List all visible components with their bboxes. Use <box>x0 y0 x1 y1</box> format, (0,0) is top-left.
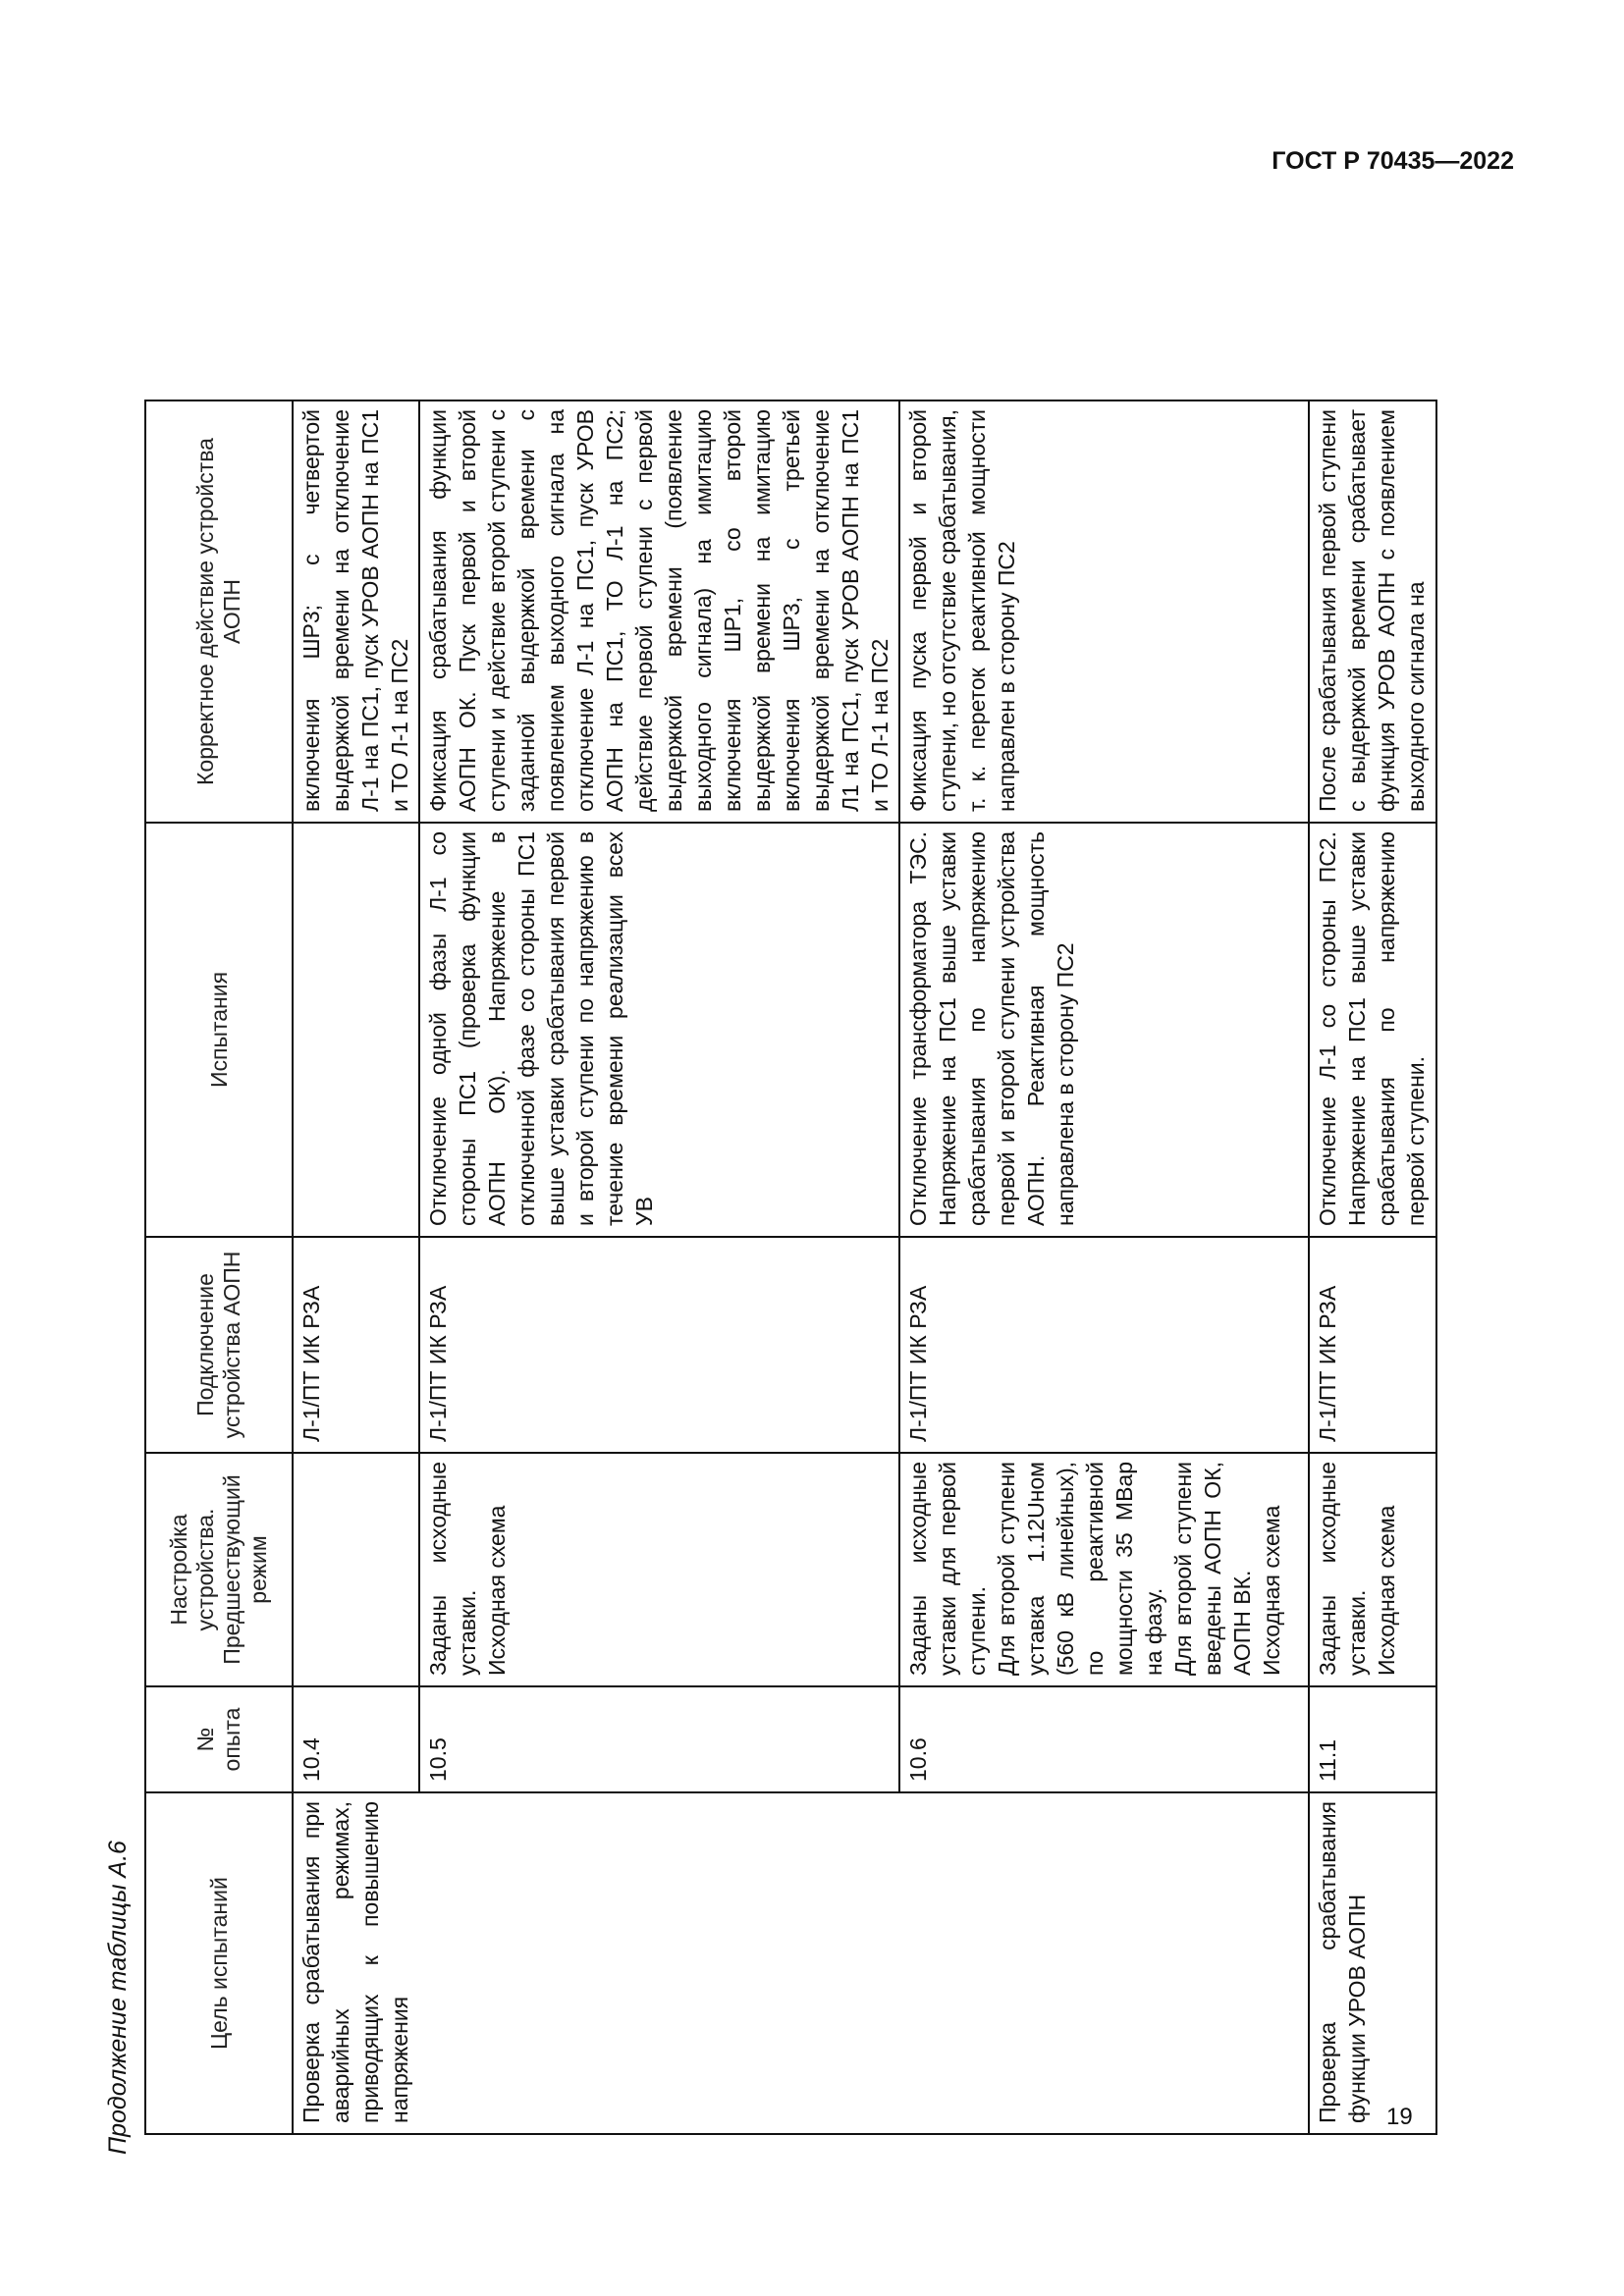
header-tests: Испытания <box>145 823 293 1237</box>
header-setup: Настройка устройства. Предшествующий режим <box>145 1453 293 1686</box>
header-goal: Цель испытаний <box>145 1792 293 2134</box>
cell-number: 11.1 <box>1309 1686 1436 1792</box>
cell-action: включения ШР3; с четвертой выдержкой времени на отключение Л-1 на ПС1, пуск УРОВ АОПН на ПС1 и ТО Л-1 на ПС2 <box>293 400 419 823</box>
cell-connection: Л-1/ПТ ИК РЗА <box>1309 1237 1436 1453</box>
cell-tests: Отключение одной фазы Л-1 со стороны ПС1 (проверка функции АОПН ОК). Напряжение в отключенной фазе со стороны ПС1 выше уставки срабатывания первой и второй ступени по напряжению в течение времени реализации всех УВ <box>419 823 899 1237</box>
test-table <box>144 400 1437 2135</box>
cell-number: 10.6 <box>899 1686 1309 1792</box>
cell-number: 10.5 <box>419 1686 899 1792</box>
table-row <box>899 400 1309 2134</box>
header-connection: Подключение устройства АОПН <box>145 1237 293 1453</box>
cell-goal: Проверка срабатывания функции УРОВ АОПН <box>1309 1792 1436 2134</box>
cell-setup: Заданы исходные уставки. Исходная схема <box>1309 1453 1436 1686</box>
cell-goal <box>419 1792 899 2134</box>
cell-action: После срабатывания первой ступени с выдержкой времени срабатывает функция УРОВ АОПН с появлением выходного сигнала на <box>1309 400 1436 823</box>
table-row <box>293 400 419 2134</box>
cell-connection: Л-1/ПТ ИК РЗА <box>899 1237 1309 1453</box>
standard-number: ГОСТ Р 70435—2022 <box>1272 147 1514 175</box>
cell-number: 10.4 <box>293 1686 419 1792</box>
cell-goal: Проверка срабатывания при аварийных режимах, приводящих к повышению напряжения <box>293 1792 419 2134</box>
header-action: Корректное действие устройства АОПН <box>145 400 293 823</box>
page-number: 19 <box>1386 2104 1413 2130</box>
cell-connection: Л-1/ПТ ИК РЗА <box>419 1237 899 1453</box>
table-header-row <box>145 400 293 2134</box>
table-row <box>419 400 899 2134</box>
cell-connection: Л-1/ПТ ИК РЗА <box>293 1237 419 1453</box>
cell-goal <box>899 1792 1309 2134</box>
cell-tests <box>293 823 419 1237</box>
table-row <box>1309 400 1436 2134</box>
cell-setup: Заданы исходные уставки. Исходная схема <box>419 1453 899 1686</box>
cell-action: Фиксация срабатывания функции АОПН ОК. Пуск первой и второй ступени и действие второй ступени с заданной выдержкой времени с появлением выходного сигнала на отключение Л-1 на ПС1, пуск УРОВ АОПН на ПС1, ТО Л-1 на ПС2; действие первой ступени с первой выдержкой времени (появление выходного сигнала) на имитацию включения ШР1, со второй выдержкой времени на имитацию включения ШР3, с третьей выдержкой времени на отключение Л1 на ПС1, пуск УРОВ АОПН на ПС1 и ТО Л-1 на ПС2 <box>419 400 899 823</box>
table-caption: Продолжение таблицы А.6 <box>104 1841 132 2155</box>
cell-setup: Заданы исходные уставки для первой ступени. Для второй ступени уставка 1.12Uном (560 кВ линейных), по реактивной мощности 35 МВар на фазу. Для второй ступени введены АОПН ОК, АОПН ВК. Исходная схема <box>899 1453 1309 1686</box>
cell-tests: Отключение Л-1 со стороны ПС2. Напряжение на ПС1 выше уставки срабатывания по напряжению первой ступени. <box>1309 823 1436 1237</box>
header-test-number: № опыта <box>145 1686 293 1792</box>
cell-action: Фиксация пуска первой и второй ступени, но отсутствие срабатывания, т. к. переток реактивной мощности направлен в сторону ПС2 <box>899 400 1309 823</box>
cell-tests: Отключение трансформатора ТЭС. Напряжение на ПС1 выше уставки срабатывания по напряжению первой и второй ступени устройства АОПН. Реактивная мощность направлена в сторону ПС2 <box>899 823 1309 1237</box>
cell-setup <box>293 1453 419 1686</box>
